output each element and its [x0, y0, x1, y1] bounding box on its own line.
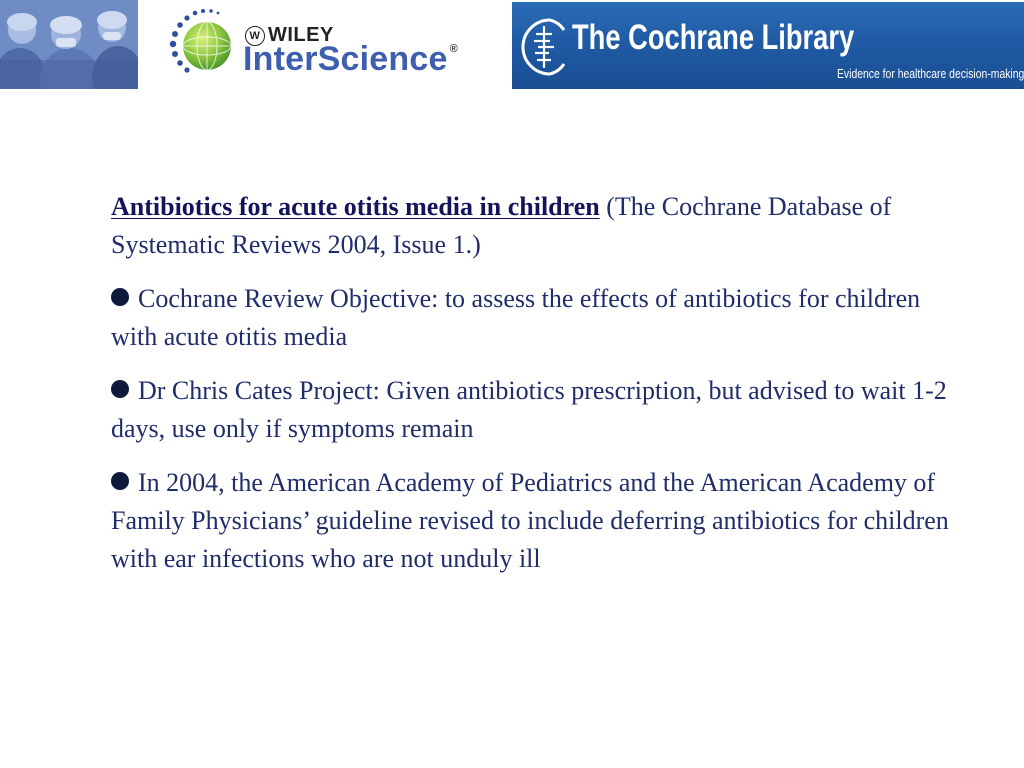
interscience-wordmark	[243, 40, 458, 79]
bullet-dot-icon	[111, 380, 129, 398]
review-title-paragraph	[111, 188, 951, 264]
bullet-item	[111, 280, 951, 356]
cochrane-library-banner	[512, 2, 1024, 89]
globe-logo-icon	[165, 4, 235, 82]
cochrane-logo-icon	[520, 16, 568, 78]
interscience-label: InterScience	[243, 40, 448, 78]
wiley-label: WILEY	[268, 24, 334, 46]
review-title: Antibiotics for acute otitis media in children	[111, 192, 600, 221]
review-source: (The Cochrane Database of Systematic Reviews 2004, Issue 1.)	[111, 192, 892, 259]
wiley-mark-icon: W	[245, 26, 265, 46]
bullet-item	[111, 464, 951, 578]
cochrane-tagline: Evidence for healthcare decision-making	[837, 66, 1024, 81]
slide-content	[111, 188, 951, 594]
bullet-text: Dr Chris Cates Project: Given antibiotics prescription, but advised to wait 1-2 days, use only if symptoms remain	[111, 376, 947, 443]
bullet-item	[111, 372, 951, 448]
wiley-interscience-logo	[165, 4, 495, 84]
cochrane-library-title: The Cochrane Library	[572, 18, 855, 57]
surgeons-photo	[0, 0, 138, 89]
bullet-text: In 2004, the American Academy of Pediatrics and the American Academy of Family Physicians’ guideline revised to include deferring antibiotics for children with ear infections who are not unduly ill	[111, 468, 949, 573]
registered-mark: ®	[449, 43, 458, 55]
header-banner	[0, 0, 1024, 90]
bullet-text: Cochrane Review Objective: to assess the effects of antibiotics for children with acute otitis media	[111, 284, 921, 351]
bullet-dot-icon	[111, 288, 129, 306]
bullet-dot-icon	[111, 472, 129, 490]
